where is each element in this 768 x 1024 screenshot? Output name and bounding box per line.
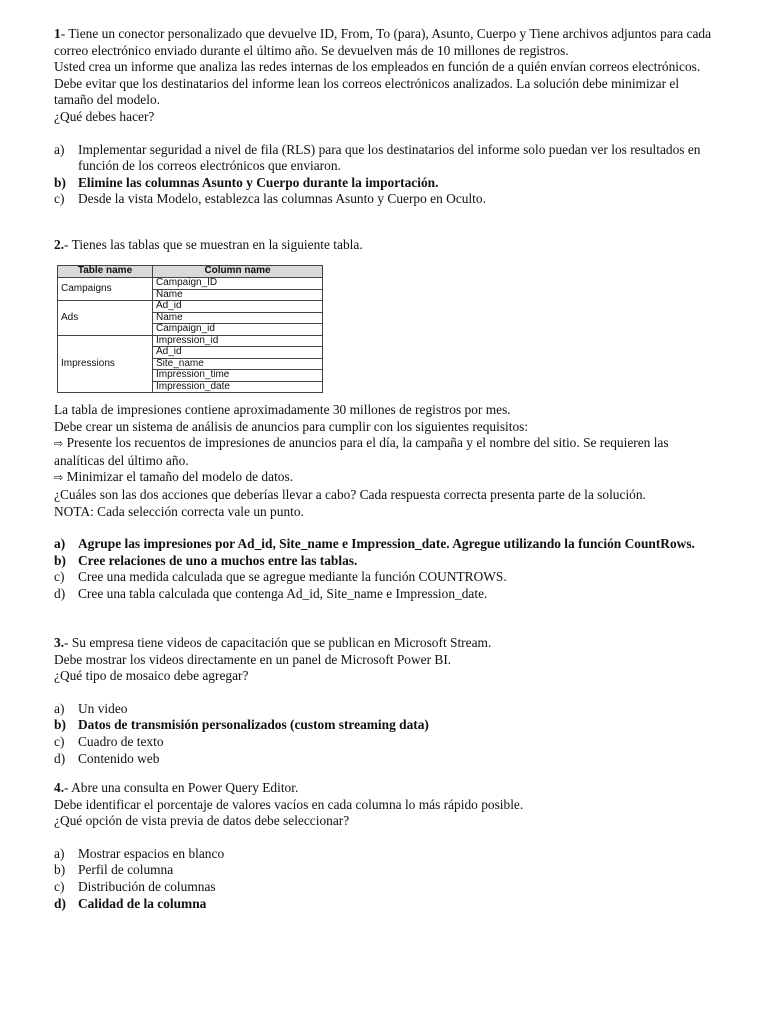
option-text: Perfil de columna [78, 862, 174, 878]
question-number: 4. [54, 780, 65, 795]
option-text: Cree una tabla calculada que contenga Ad_id, Site_name e Impression_date. [78, 585, 488, 601]
question-number: 1 [54, 26, 61, 41]
question-2-body [54, 402, 718, 603]
option-letter: b) [54, 174, 66, 190]
question-text: Debe crear un sistema de análisis de anuncios para cumplir con los siguientes requisitos: [54, 418, 529, 434]
answer-option-a [54, 701, 718, 718]
option-letter: c) [54, 878, 65, 894]
option-letter: a) [54, 845, 65, 861]
option-text: Mostrar espacios en blanco [78, 845, 225, 861]
answer-options [54, 142, 718, 208]
question-3-stem [54, 635, 718, 652]
question-2-stem [54, 237, 718, 254]
answer-option-b [54, 862, 718, 879]
answer-option-a [54, 142, 718, 175]
table-name-cell: Impressions [58, 335, 153, 393]
question-text: Usted crea un informe que analiza las redes internas de los empleados en función de a quién envían correos electrónicos. [54, 59, 701, 75]
option-text: Distribución de columnas [78, 878, 216, 894]
schema-table [57, 265, 323, 393]
column-name-cell: Site_name [153, 358, 323, 370]
table-name-cell: Campaigns [58, 278, 153, 301]
question-2-intro [54, 237, 718, 254]
header-column-name: Column name [153, 266, 323, 278]
option-letter: b) [54, 862, 66, 878]
column-name-cell: Name [153, 289, 323, 301]
arrow-bullet-icon: ⇨ [54, 471, 64, 485]
option-letter: b) [54, 552, 66, 568]
requirement-item [54, 469, 718, 487]
table-row [58, 278, 323, 290]
table-header-row [58, 266, 323, 278]
answer-option-b-correct [54, 553, 718, 570]
question-prompt: ¿Qué opción de vista previa de datos debe seleccionar? [54, 813, 350, 829]
table-row [58, 335, 323, 347]
question-number: 3. [54, 635, 65, 650]
question-4 [54, 780, 718, 912]
option-text: Implementar seguridad a nivel de fila (RLS) para que los destinatarios del informe solo puedan ver los resultados en función de los correos electrónicos que enviaron. [78, 141, 701, 174]
question-1 [54, 26, 718, 208]
header-table-name: Table name [58, 266, 153, 278]
question-prompt: ¿Qué tipo de mosaico debe agregar? [54, 668, 249, 684]
question-text: Debe evitar que los destinatarios del informe lean los correos electrónicos analizados. La solución debe minimizar el tamaño del modelo. [54, 75, 680, 108]
option-text: Cree una medida calculada que se agregue mediante la función COUNTROWS. [78, 569, 507, 585]
option-text: Cuadro de texto [78, 733, 164, 749]
option-letter: a) [54, 536, 66, 552]
option-text: Calidad de la columna [78, 895, 207, 911]
option-letter: a) [54, 700, 65, 716]
question-number: 2. [54, 237, 65, 252]
question-text: - Tienes las tablas que se muestran en la siguiente tabla. [64, 237, 363, 252]
question-text: Debe identificar el porcentaje de valores vacíos en cada columna lo más rápido posible. [54, 796, 524, 812]
requirement-text: Minimizar el tamaño del modelo de datos. [66, 469, 294, 485]
column-name-cell: Campaign_id [153, 324, 323, 336]
question-prompt: ¿Qué debes hacer? [54, 108, 155, 124]
option-letter: c) [54, 191, 65, 207]
question-text: - Tiene un conector personalizado que devuelve ID, From, To (para), Asunto, Cuerpo y Tiene archivos adjuntos para cada correo electrónico enviado durante el último año. Se devuelven más de 10 millones de registros. [54, 26, 712, 58]
question-1-stem [54, 26, 718, 59]
table-name-cell: Ads [58, 301, 153, 336]
option-letter: d) [54, 750, 66, 766]
question-3 [54, 635, 718, 767]
option-text: Desde la vista Modelo, establezca las columnas Asunto y Cuerpo en Oculto. [78, 191, 486, 207]
answer-option-a [54, 846, 718, 863]
question-prompt: ¿Cuáles son las dos acciones que deberías llevar a cabo? Cada respuesta correcta presenta parte de la solución. [54, 486, 646, 502]
table-row [58, 301, 323, 313]
answer-options [54, 701, 718, 767]
column-name-cell: Impression_id [153, 335, 323, 347]
option-text: Contenido web [78, 750, 160, 766]
answer-option-a-correct [54, 536, 718, 553]
option-letter: b) [54, 717, 66, 733]
column-name-cell: Campaign_ID [153, 278, 323, 290]
question-text: Debe mostrar los videos directamente en un panel de Microsoft Power BI. [54, 651, 452, 667]
answer-options [54, 846, 718, 912]
question-4-stem [54, 780, 718, 797]
option-letter: c) [54, 569, 65, 585]
option-text: Cree relaciones de uno a muchos entre las tablas. [78, 552, 358, 568]
question-note: NOTA: Cada selección correcta vale un punto. [54, 503, 304, 519]
column-name-cell: Name [153, 312, 323, 324]
option-text: Datos de transmisión personalizados (custom streaming data) [78, 717, 429, 733]
question-text: - Su empresa tiene videos de capacitación que se publican en Microsoft Stream. [64, 635, 492, 650]
question-text: La tabla de impresiones contiene aproximadamente 30 millones de registros por mes. [54, 402, 511, 417]
option-letter: d) [54, 895, 66, 911]
answer-option-c [54, 191, 718, 208]
answer-option-d [54, 586, 718, 603]
option-letter: a) [54, 141, 65, 157]
option-letter: d) [54, 585, 66, 601]
answer-options [54, 536, 718, 602]
answer-option-b-correct [54, 175, 718, 192]
requirement-text: Presente los recuentos de impresiones de anuncios para el día, la campaña y el nombre del sitio. Se requieren las analíticas del último año. [54, 435, 669, 468]
answer-option-c [54, 879, 718, 896]
arrow-bullet-icon: ⇨ [54, 437, 64, 451]
answer-option-b-correct [54, 717, 718, 734]
option-letter: c) [54, 733, 65, 749]
column-name-cell: Ad_id [153, 301, 323, 313]
answer-option-c [54, 569, 718, 586]
answer-option-c [54, 734, 718, 751]
column-name-cell: Impression_date [153, 381, 323, 393]
schema-table-wrapper [57, 265, 323, 393]
column-name-cell: Ad_id [153, 347, 323, 359]
question-text: - Abre una consulta en Power Query Editor. [64, 780, 299, 795]
answer-option-d-correct [54, 896, 718, 913]
column-name-cell: Impression_time [153, 370, 323, 382]
option-text: Un video [78, 700, 128, 716]
answer-option-d [54, 751, 718, 768]
option-text: Elimine las columnas Asunto y Cuerpo durante la importación. [78, 174, 439, 190]
requirement-item [54, 435, 718, 469]
option-text: Agrupe las impresiones por Ad_id, Site_name e Impression_date. Agregue utilizando la función CountRows. [78, 536, 695, 552]
